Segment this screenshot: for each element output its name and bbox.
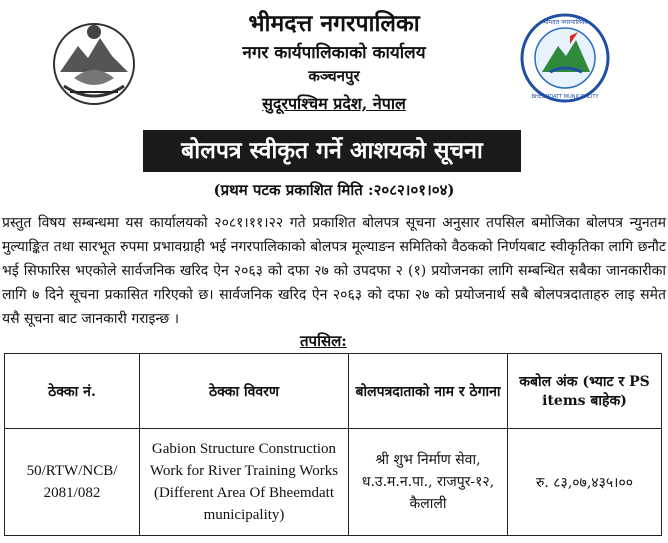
schedule-title: तपसिल:: [300, 332, 347, 350]
org-name: भीमदत्त नगरपालिका: [248, 10, 420, 37]
publication-date-line: (प्रथम पटक प्रकाशित मिति :२०८२।०१।०४): [213, 181, 455, 199]
contract-table: [4, 353, 662, 536]
cell-contract-no: 50/RTW/NCB/ 2081/082: [5, 429, 140, 536]
office-name: नगर कार्यपालिकाको कार्यालय: [242, 43, 426, 63]
table-row: [5, 429, 662, 536]
col-contract-no: ठेक्का नं.: [5, 354, 140, 429]
cell-description: Gabion Structure Construction Work for River Training Works (Different Area Of Bheemdatt municipality): [140, 429, 349, 536]
logo-top-text: भीमदत्त नगरपालिका: [542, 19, 588, 26]
notice-title-banner: बोलपत्र स्वीकृत गर्ने आशयको सूचना: [143, 130, 521, 172]
cell-amount: रु. ८३,०७,४३५।००: [508, 429, 662, 536]
col-description: ठेक्का विवरण: [140, 354, 349, 429]
col-amount: कबोल अंक (भ्याट र PS items बाहेक): [508, 354, 662, 429]
col-bidder: बोलपत्रदाताको नाम र ठेगाना: [349, 354, 508, 429]
cell-bidder: श्री शुभ निर्माण सेवा, ध.उ.म.न.पा., राजपुर-१२, कैलाली: [349, 429, 508, 536]
notice-body: प्रस्तुत विषय सम्बन्धमा यस कार्यालयको २०८१।११।२२ गते प्रकाशित बोलपत्र सूचना अनुसार तपसिल बमोजिका बोलपत्र न्युनतम मुल्याङ्कित तथा सारभूत रुपमा प्रभावग्राही भई नगरपालिकाको बोलपत्र मूल्याङन समितिको वैठकको निर्णयबाट स्वीकृतिका लागि छनौट भई सिफारिस भएकोले सार्वजनिक खरिद ऐन २०६३ को दफा २७ को उपदफा २ (१) प्रयोजनका लागि सम्बन्धित सबैका जानकारीका लागि ७ दिने सूचना प्रकासित गरिएको छ। सार्वजनिक खरिद ऐन २०६३ को दफा २७ को प्रयोजनार्थ सबै बोलपत्रदाताहरु लाइ समेत यसै सूचना बाट जानकारी गराइन्छ ।: [2, 215, 666, 327]
table-header-row: [5, 354, 662, 429]
district: कञ्चनपुर: [308, 67, 360, 85]
logo-bottom-text: BHEEMDATT MUNICIPALITY: [531, 94, 599, 100]
province: सुदूरपश्चिम प्रदेश, नेपाल: [262, 94, 406, 113]
